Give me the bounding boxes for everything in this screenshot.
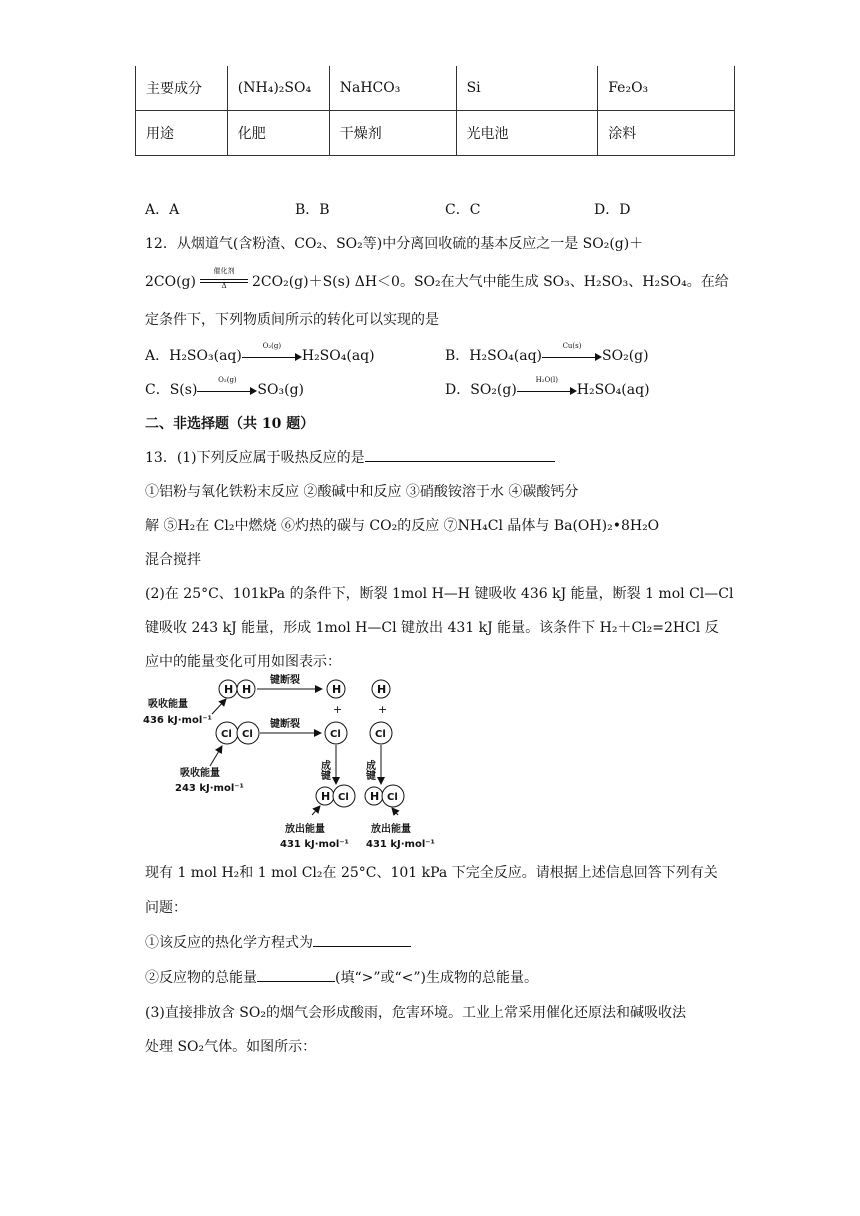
table-row (136, 111, 735, 156)
option-text: C．S(s) (145, 382, 198, 398)
question-12-line: 12．从烟道气(含粉渣、CO₂、SO₂等)中分离回收硫的基本反应之一是 SO₂(g)＋ (145, 236, 644, 252)
absorb-energy-label: 吸收能量 (148, 699, 188, 710)
equilibrium-arrow (196, 267, 252, 290)
reaction-arrow (197, 376, 257, 396)
question-text: 13．(1)下列反应属于吸热反应的是 (145, 450, 365, 466)
option-text: SO₂(g) (602, 348, 649, 364)
heat-label: Δ (221, 282, 227, 290)
bond-form-label: 成键 (363, 760, 375, 780)
option-text: H₂SO₄(aq) (576, 382, 650, 398)
option-b (445, 342, 649, 365)
question-13-line: 键吸收 243 kJ 能量，形成 1mol H—Cl 键放出 431 kJ 能量。该条件下 H₂＋Cl₂=2HCl 反 (145, 620, 719, 636)
option-d (445, 376, 650, 399)
arrow-icon (312, 806, 320, 815)
catalyst-label: 催化剂 (213, 267, 235, 275)
question-text: ①该反应的热化学方程式为 (145, 935, 313, 951)
arrow-condition: Cu(s) (562, 342, 582, 350)
plus-sign: + (378, 703, 388, 716)
question-13-line: (3)直接排放含 SO₂的烟气会形成酸雨，危害环境。工业上常采用催化还原法和碱吸收法 (145, 1005, 686, 1021)
reaction-arrow (242, 342, 302, 362)
option-c: C．C (445, 202, 481, 218)
option-b: B．B (295, 202, 330, 218)
question-13-line: 问题： (145, 900, 187, 916)
atom-label: Cl (387, 792, 398, 803)
question-13-line: (2)在 25°C、101kPa 的条件下，断裂 1mol H—H 键吸收 436 kJ 能量，断裂 1 mol Cl—Cl (145, 586, 734, 602)
atom-label: H (224, 683, 234, 696)
table-cell: 主要成分 (136, 66, 228, 111)
question-13-line: 现有 1 mol H₂和 1 mol Cl₂在 25°C、101 kPa 下完全反应。请根据上述信息回答下列有关 (145, 865, 718, 881)
table-cell: 涂料 (598, 111, 735, 156)
product-text: 2CO₂(g)＋S(s) ΔH＜0。SO₂在大气中能生成 SO₃、H₂SO₃、H₂SO₄。在给 (251, 274, 729, 290)
option-c (145, 376, 304, 399)
table-cell: Fe₂O₃ (598, 66, 735, 111)
arrow-icon (212, 699, 226, 714)
release-energy-label: 放出能量 (285, 824, 325, 835)
question-13-line: 混合搅拌 (145, 552, 201, 568)
arrow-condition: O₂(g) (262, 342, 282, 350)
absorb-energy-label: 吸收能量 (180, 768, 220, 779)
atom-label: Cl (221, 729, 232, 740)
table-cell: 光电池 (456, 111, 598, 156)
sub-question-2 (145, 967, 538, 987)
section-heading: 二、非选择题（共 10 题） (145, 416, 315, 432)
arrow-icon (210, 746, 222, 766)
atom-label: Cl (338, 792, 349, 803)
release-energy-value: 431 kJ·mol⁻¹ (280, 839, 349, 850)
table-cell: Si (456, 66, 598, 111)
option-a (145, 342, 375, 365)
answer-blank[interactable] (257, 967, 335, 982)
option-text: A．H₂SO₃(aq) (145, 348, 242, 364)
table-cell: (NH₄)₂SO₄ (227, 66, 329, 111)
reaction-arrow (517, 376, 577, 396)
arrow-condition: O₂(g) (218, 376, 237, 384)
release-energy-value: 431 kJ·mol⁻¹ (366, 839, 435, 850)
table-cell: 干燥剂 (329, 111, 456, 156)
atom-label: Cl (375, 729, 386, 740)
question-text: ②反应物的总能量 (145, 970, 257, 986)
atom-label: H (242, 683, 252, 696)
question-12-equation (145, 267, 729, 291)
question-13-line: ①铝粉与氧化铁粉末反应 ②酸碱中和反应 ③硝酸铵溶于水 ④碳酸钙分 (145, 484, 579, 500)
bond-break-label: 键断裂 (270, 675, 300, 686)
table-cell: 用途 (136, 111, 228, 156)
reactant-text: 2CO(g) (145, 274, 196, 290)
absorb-energy-value: 436 kJ·mol⁻¹ (143, 715, 212, 726)
atom-label: H (377, 683, 387, 696)
option-d: D．D (594, 202, 631, 218)
table-cell: NaHCO₃ (329, 66, 456, 111)
option-text: SO₃(g) (257, 382, 304, 398)
option-a: A．A (145, 202, 180, 218)
substance-table (135, 66, 735, 156)
atom-label: Cl (330, 729, 341, 740)
bond-break-label: 键断裂 (270, 719, 300, 730)
atom-label: H (370, 790, 380, 803)
arrow-icon (392, 808, 398, 815)
reaction-arrow (542, 342, 602, 362)
release-energy-label: 放出能量 (371, 824, 411, 835)
question-13-line: 解 ⑤H₂在 Cl₂中燃烧 ⑥灼热的碳与 CO₂的反应 ⑦NH₄Cl 晶体与 Ba(OH)₂•8H₂O (145, 518, 660, 534)
question-13-line: 处理 SO₂气体。如图所示： (145, 1039, 317, 1055)
bond-energy-diagram (140, 672, 440, 857)
atom-label: H (321, 790, 331, 803)
arrow-condition: H₂O(l) (535, 376, 558, 384)
atom-label: Cl (242, 729, 253, 740)
question-13-line (145, 447, 555, 467)
sub-question-1 (145, 932, 411, 952)
option-text: H₂SO₄(aq) (301, 348, 375, 364)
option-text: D．SO₂(g) (445, 382, 517, 398)
question-13-line: 应中的能量变化可用如图表示： (145, 654, 341, 670)
plus-sign: + (333, 703, 343, 716)
option-text: B．H₂SO₄(aq) (445, 348, 543, 364)
answer-blank[interactable] (313, 932, 411, 947)
table-cell: 化肥 (227, 111, 329, 156)
answer-blank[interactable] (365, 447, 555, 462)
bond-form-label: 成键 (318, 760, 330, 780)
question-text: (填“>”或“<”)生成物的总能量。 (335, 970, 539, 986)
table-row (136, 66, 735, 111)
atom-label: H (332, 683, 342, 696)
absorb-energy-value: 243 kJ·mol⁻¹ (175, 783, 244, 794)
question-12-line: 定条件下，下列物质间所示的转化可以实现的是 (145, 312, 439, 328)
